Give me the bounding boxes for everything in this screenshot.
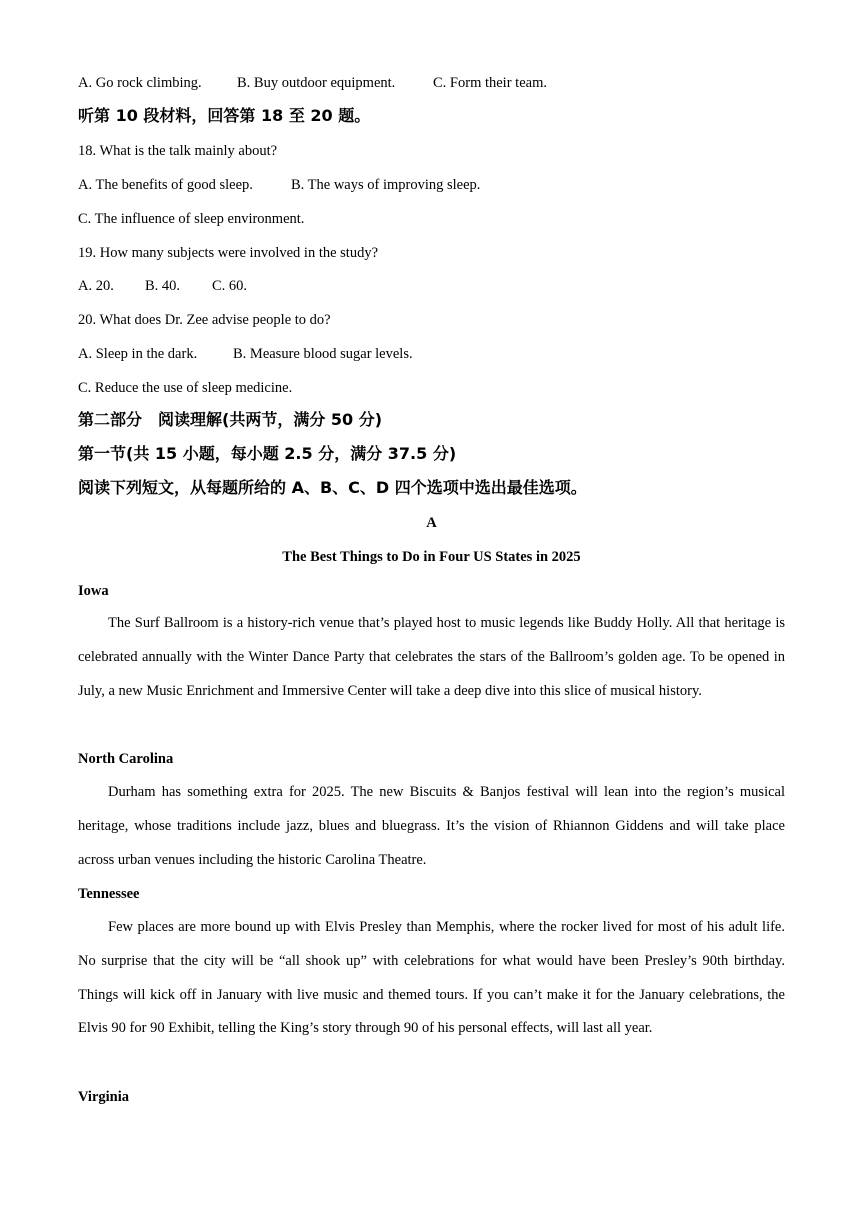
q18-stem: 18. What is the talk mainly about?	[78, 143, 278, 159]
q20-options	[78, 345, 785, 363]
q20-stem: 20. What does Dr. Zee advise people to do?	[78, 312, 331, 328]
q18-option-a: A. The benefits of good sleep.	[78, 177, 253, 193]
passage-letter: A	[426, 515, 437, 531]
q20-option-b: B. Measure blood sugar levels.	[233, 346, 413, 362]
q18-options	[78, 176, 785, 194]
paragraph-tennessee: Few places are more bound up with Elvis Presley than Memphis, where the rocker lived for most of his adult life. No surprise that the city will be “all shook up” with celebrations for what would have been Presley’s 90th birthday. Things will kick off in January with live music and themed tours. If you can’t make it for the January celebrations, the Elvis 90 for 90 Exhibit, telling the King’s story through 90 of his personal effects, will last all year.	[78, 919, 785, 1037]
q18-option-b: B. The ways of improving sleep.	[291, 177, 481, 193]
passage-title: The Best Things to Do in Four US States in 2025	[282, 549, 581, 565]
q19-option-b: B. 40.	[145, 278, 181, 294]
section1-title: 第一节(共 15 小题，每小题 2.5 分，满分 37.5 分)	[78, 444, 457, 463]
reading-instruction: 阅读下列短文，从每题所给的 A、B、C、D 四个选项中选出最佳选项。	[78, 478, 587, 497]
q17-option-c: C. Form their team.	[433, 75, 547, 91]
q19-stem: 19. How many subjects were involved in the study?	[78, 245, 379, 261]
state-heading-iowa: Iowa	[78, 583, 109, 599]
q18-option-c: C. The influence of sleep environment.	[78, 211, 305, 227]
q19-option-a: A. 20.	[78, 278, 114, 294]
q17-option-a: A. Go rock climbing.	[78, 75, 202, 91]
q20-option-a: A. Sleep in the dark.	[78, 346, 198, 362]
q19-options	[78, 277, 785, 295]
state-heading-virginia: Virginia	[78, 1089, 130, 1105]
q17-options	[78, 74, 785, 92]
q17-option-b: B. Buy outdoor equipment.	[237, 75, 396, 91]
part2-title: 第二部分 阅读理解(共两节，满分 50 分)	[78, 410, 383, 429]
state-heading-north-carolina: North Carolina	[78, 751, 174, 767]
paragraph-iowa: The Surf Ballroom is a history-rich venue that’s played host to music legends like Buddy Holly. All that heritage is celebrated annually with the Winter Dance Party that celebrates the stars of the Ballroom’s golden age. To be opened in July, a new Music Enrichment and Immersive Center will take a deep dive into this slice of musical history.	[78, 615, 785, 699]
state-heading-tennessee: Tennessee	[78, 886, 140, 902]
section10-instruction: 听第 10 段材料，回答第 18 至 20 题。	[78, 106, 371, 125]
q20-option-c: C. Reduce the use of sleep medicine.	[78, 380, 293, 396]
paragraph-north-carolina: Durham has something extra for 2025. The new Biscuits & Banjos festival will lean into the region’s musical heritage, whose traditions include jazz, blues and bluegrass. It’s the vision of Rhiannon Giddens and will take place across urban venues including the historic Carolina Theatre.	[78, 784, 785, 868]
q19-option-c: C. 60.	[212, 278, 248, 294]
